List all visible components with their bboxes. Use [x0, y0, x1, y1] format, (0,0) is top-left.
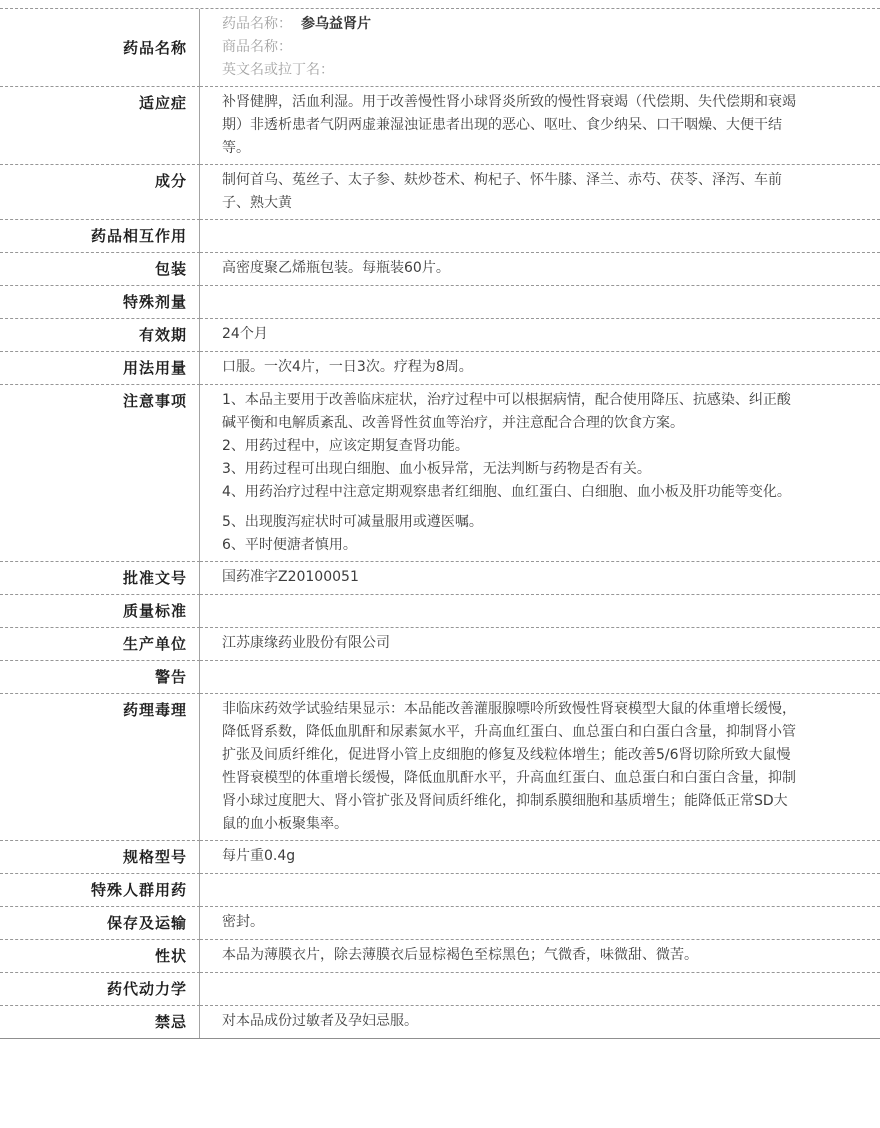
field-value: 参乌益肾片 [301, 16, 371, 32]
row-content-text: 国药准字Z20100051 [222, 569, 359, 585]
row-content [200, 165, 880, 220]
row-content [200, 385, 880, 562]
row-content [200, 286, 880, 319]
row-label: 药品名称 [0, 9, 200, 87]
precaution-item: 5、出现腹泻症状时可减量服用或遵医嘱。 [222, 514, 483, 530]
row-label: 有效期 [0, 319, 200, 352]
row-label: 成分 [0, 165, 200, 220]
field-label: 英文名或拉丁名： [222, 62, 334, 78]
row-indications [0, 87, 880, 165]
row-ingredients [0, 165, 880, 220]
row-label: 批准文号 [0, 562, 200, 595]
row-special-dosage [0, 286, 880, 319]
row-content [200, 562, 880, 595]
row-content-text: 对本品成份过敏者及孕妇忌服。 [222, 1013, 418, 1029]
row-contraindications [0, 1006, 880, 1038]
row-properties [0, 940, 880, 973]
row-content [200, 253, 880, 286]
row-content [200, 874, 880, 907]
row-quality-standard [0, 595, 880, 628]
row-content-text: 本品为薄膜衣片，除去薄膜衣后显棕褐色至棕黑色；气微香，味微甜、微苦。 [222, 947, 698, 963]
row-content [200, 694, 880, 841]
row-label: 药代动力学 [0, 973, 200, 1006]
row-label: 规格型号 [0, 841, 200, 874]
row-content [200, 628, 880, 661]
row-label: 适应症 [0, 87, 200, 165]
row-label: 注意事项 [0, 385, 200, 562]
row-content-text: 非临床药效学试验结果显示：本品能改善灌服腺嘌呤所致慢性肾衰模型大鼠的体重增长缓慢，降低肾系数，降低血肌酐和尿素氮水平，升高血红蛋白、血总蛋白和白蛋白含量，抑制肾小管扩张及间质纤维化，促进肾小管上皮细胞的修复及线粒体增生；能改善5/6肾切除所致大鼠慢性肾衰模型的体重增长缓慢，降低血肌酐水平，升高血红蛋白、血总蛋白和白蛋白含量，抑制肾小球过度肥大、肾小管扩张及肾间质纤维化，抑制系膜细胞和基质增生；能降低正常SD大鼠的血小板聚集率。 [222, 701, 796, 832]
row-precautions [0, 385, 880, 562]
row-pharmacology-toxicology [0, 694, 880, 841]
row-content [200, 907, 880, 940]
row-drug-name [0, 9, 880, 87]
row-content [200, 220, 880, 253]
row-content [200, 841, 880, 874]
row-label: 生产单位 [0, 628, 200, 661]
row-label: 药理毒理 [0, 694, 200, 841]
row-content [200, 595, 880, 628]
precaution-item: 6、平时便溏者慎用。 [222, 537, 357, 553]
row-content [200, 352, 880, 385]
field-label: 商品名称： [222, 39, 292, 55]
row-label: 警告 [0, 661, 200, 694]
row-label: 禁忌 [0, 1006, 200, 1038]
row-label: 包装 [0, 253, 200, 286]
row-label: 质量标准 [0, 595, 200, 628]
precaution-item: 3、用药过程可出现白细胞、血小板异常，无法判断与药物是否有关。 [222, 461, 651, 477]
row-warning [0, 661, 880, 694]
row-content [200, 973, 880, 1006]
row-content [200, 9, 880, 87]
row-dosage-usage [0, 352, 880, 385]
row-storage-transport [0, 907, 880, 940]
row-content [200, 661, 880, 694]
precaution-item: 1、本品主要用于改善临床症状，治疗过程中可以根据病情，配合使用降压、抗感染、纠正酸碱平衡和电解质紊乱、改善肾性贫血等治疗，并注意配合合理的饮食方案。 [222, 392, 791, 431]
row-approval-number [0, 562, 880, 595]
row-label: 用法用量 [0, 352, 200, 385]
row-shelf-life [0, 319, 880, 352]
row-interactions [0, 220, 880, 253]
row-content [200, 87, 880, 165]
row-content [200, 1006, 880, 1038]
row-content-text: 每片重0.4g [222, 848, 296, 864]
field-label: 药品名称： [222, 16, 292, 32]
row-label: 保存及运输 [0, 907, 200, 940]
row-label: 药品相互作用 [0, 220, 200, 253]
english-name-field [222, 59, 800, 82]
row-content-text: 口服。一次4片，一日3次。疗程为8周。 [222, 359, 473, 375]
precaution-item: 4、用药治疗过程中注意定期观察患者红细胞、血红蛋白、白细胞、血小板及肝功能等变化。 [222, 484, 791, 500]
row-content-text: 江苏康缘药业股份有限公司 [222, 635, 390, 651]
row-special-populations [0, 874, 880, 907]
trade-name-field [222, 36, 800, 59]
row-content-text: 补肾健脾，活血利湿。用于改善慢性肾小球肾炎所致的慢性肾衰竭（代偿期、失代偿期和衰竭期）非透析患者气阴两虚兼湿浊证患者出现的恶心、呕吐、食少纳呆、口干咽燥、大便干结等。 [222, 94, 796, 156]
row-label: 特殊剂量 [0, 286, 200, 319]
row-manufacturer [0, 628, 880, 661]
row-specification [0, 841, 880, 874]
row-content [200, 940, 880, 973]
row-label: 特殊人群用药 [0, 874, 200, 907]
precaution-item: 2、用药过程中，应该定期复查肾功能。 [222, 438, 469, 454]
row-content-text: 高密度聚乙烯瓶包装。每瓶装60片。 [222, 260, 450, 276]
drug-info-table [0, 8, 880, 1039]
row-content-text: 24个月 [222, 326, 268, 342]
row-label: 性状 [0, 940, 200, 973]
row-content-text: 密封。 [222, 914, 264, 930]
row-packaging [0, 253, 880, 286]
row-content-text: 制何首乌、菟丝子、太子参、麸炒苍术、枸杞子、怀牛膝、泽兰、赤芍、茯苓、泽泻、车前子、熟大黄 [222, 172, 782, 211]
drug-name-field [222, 13, 800, 36]
row-content [200, 319, 880, 352]
row-pharmacokinetics [0, 973, 880, 1006]
